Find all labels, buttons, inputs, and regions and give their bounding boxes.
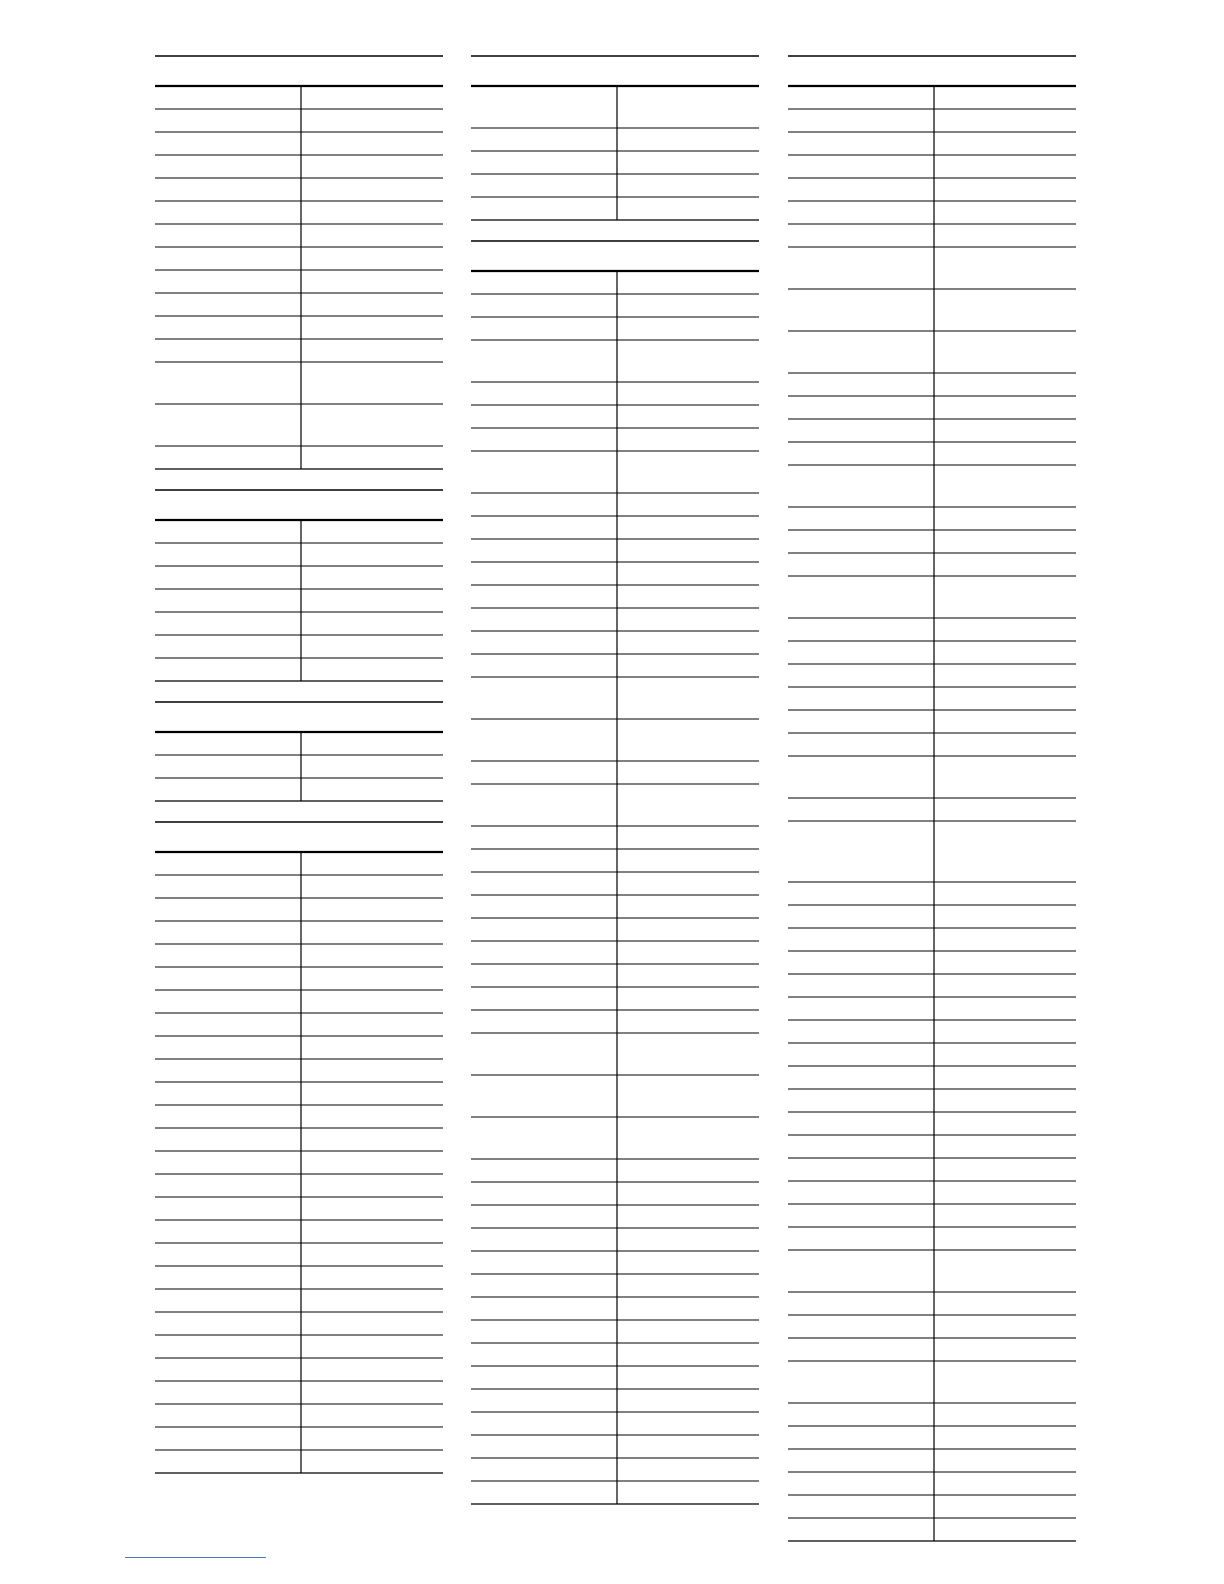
table-rules-left (155, 55, 443, 1505)
table-column-middle (471, 55, 759, 1535)
footnote-separator (125, 1557, 266, 1558)
table-rules-middle (471, 55, 759, 1535)
table-rules-right (788, 55, 1076, 1535)
table-column-left (155, 55, 443, 1505)
table-column-right (788, 55, 1076, 1535)
